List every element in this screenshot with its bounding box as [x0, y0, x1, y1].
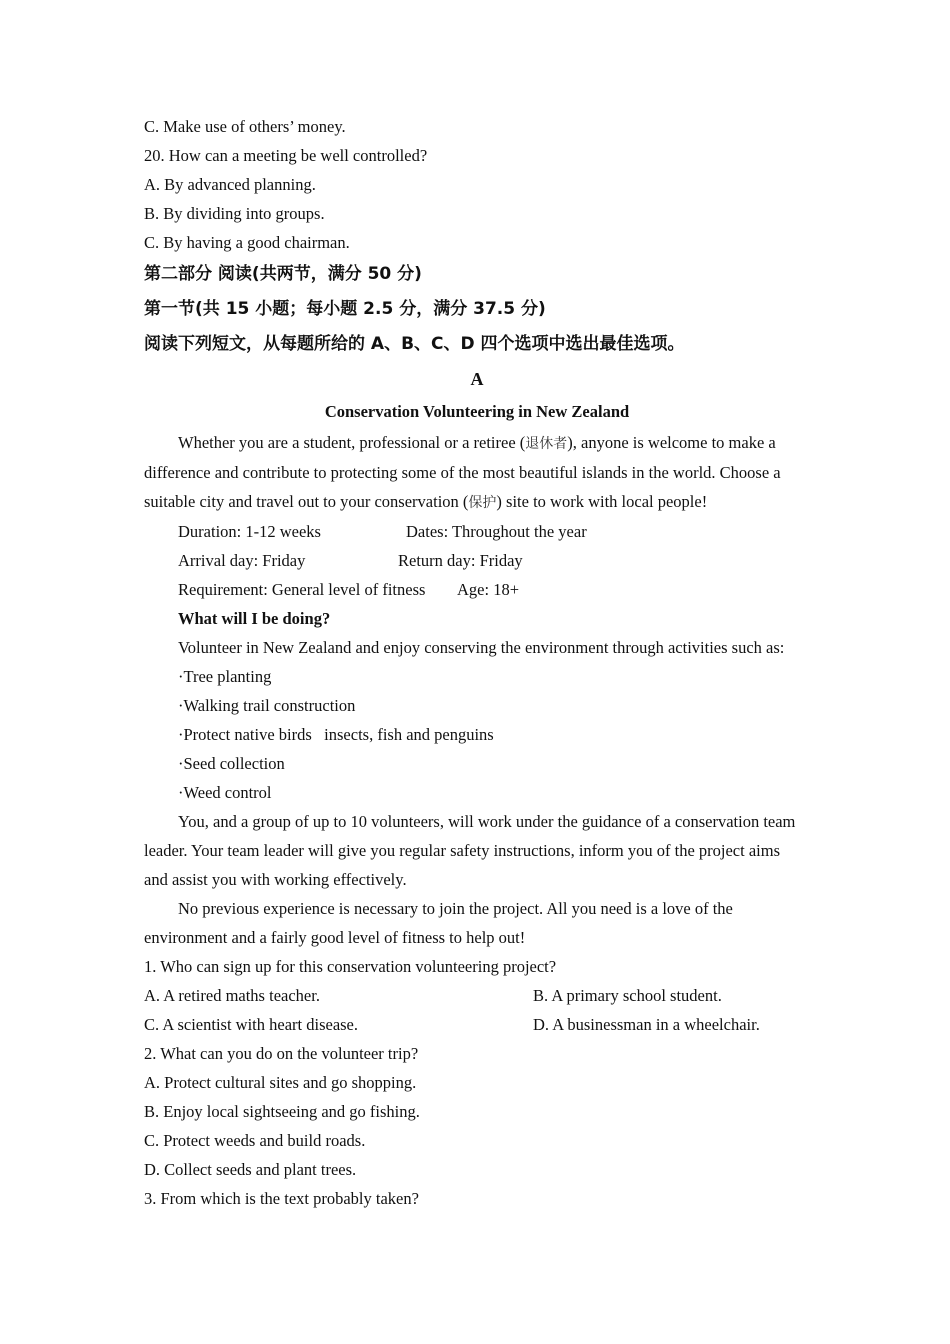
part-heading: 第二部分 阅读(共两节，满分 50 分)	[144, 264, 422, 284]
q20-option-a: A. By advanced planning.	[144, 175, 316, 194]
activity-item: ·Protect native birds insects, fish and penguins	[178, 724, 494, 744]
arrival-text: Arrival day: Friday	[178, 550, 306, 570]
intro-line-2: difference and contribute to protecting some of the most beautiful islands in the world. Choose a	[144, 462, 781, 482]
q1-option-b: B. A primary school student.	[533, 985, 722, 1005]
activity-item: ·Walking trail construction	[178, 695, 356, 715]
intro-text-3b: ) site to work with local people!	[496, 492, 708, 511]
q2-option-a: A. Protect cultural sites and go shopping.	[144, 1072, 417, 1092]
activity-item: ·Tree planting	[178, 666, 272, 686]
team-para-line-2: leader. Your team leader will give you regular safety instructions, inform you of the project aims	[144, 840, 780, 860]
passage-letter: A	[470, 369, 484, 389]
experience-para-line-2: environment and a fairly good level of fitness to help out!	[144, 927, 526, 947]
passage-title: Conservation Volunteering in New Zealand	[324, 402, 630, 421]
team-para-line-1: You, and a group of up to 10 volunteers, will work under the guidance of a conservation team	[178, 811, 796, 831]
details-row-3	[144, 575, 810, 604]
q1-option-c: C. A scientist with heart disease.	[144, 1014, 359, 1034]
q3-stem: 3. From which is the text probably taken?	[144, 1188, 419, 1208]
q1-option-a: A. A retired maths teacher.	[144, 985, 320, 1005]
q1-stem: 1. Who can sign up for this conservation volunteering project?	[144, 956, 557, 976]
q20-option-c: C. By having a good chairman.	[144, 233, 350, 252]
intro-text-1a: Whether you are a student, professional or a retiree (	[178, 433, 526, 452]
q1-options-row-1	[144, 981, 810, 1010]
instruction-heading: 阅读下列短文，从每题所给的 A、B、C、D 四个选项中选出最佳选项。	[144, 334, 685, 354]
q2-option-b: B. Enjoy local sightseeing and go fishing.	[144, 1101, 420, 1121]
doing-intro: Volunteer in New Zealand and enjoy conserving the environment through activities such as:	[178, 637, 785, 657]
activity-item: ·Seed collection	[178, 753, 285, 773]
q2-option-d: D. Collect seeds and plant trees.	[144, 1159, 357, 1179]
q2-option-c: C. Protect weeds and build roads.	[144, 1130, 366, 1150]
q19-option-c: C. Make use of others’ money.	[144, 117, 346, 136]
section-heading: 第一节(共 15 小题；每小题 2.5 分，满分 37.5 分)	[144, 299, 546, 319]
experience-para-line-1: No previous experience is necessary to join the project. All you need is a love of the	[178, 898, 733, 918]
age-text: Age: 18+	[457, 579, 520, 599]
activity-item: ·Weed control	[178, 782, 272, 802]
doing-heading: What will I be doing?	[178, 608, 331, 628]
intro-text-1b: ), anyone is welcome to make a	[567, 433, 776, 452]
details-row-2	[144, 546, 810, 575]
q20-stem: 20. How can a meeting be well controlled?	[144, 146, 428, 165]
team-para-line-3: and assist you with working effectively.	[144, 869, 407, 889]
requirement-text: Requirement: General level of fitness	[178, 579, 426, 599]
details-row-1	[144, 517, 810, 546]
gloss-conservation: 保护	[468, 495, 497, 511]
dates-text: Dates: Throughout the year	[406, 521, 587, 541]
q20-option-b: B. By dividing into groups.	[144, 204, 325, 223]
intro-text-3a: suitable city and travel out to your conservation (	[144, 492, 469, 511]
duration-text: Duration: 1-12 weeks	[178, 521, 321, 541]
q1-option-d: D. A businessman in a wheelchair.	[533, 1014, 760, 1034]
exam-page	[144, 112, 810, 1213]
q1-options-row-2	[144, 1010, 810, 1039]
return-text: Return day: Friday	[398, 550, 523, 570]
q2-stem: 2. What can you do on the volunteer trip?	[144, 1043, 419, 1063]
intro-line-1	[144, 428, 810, 458]
gloss-retiree: 退休者	[525, 436, 568, 452]
intro-line-3	[144, 487, 810, 517]
